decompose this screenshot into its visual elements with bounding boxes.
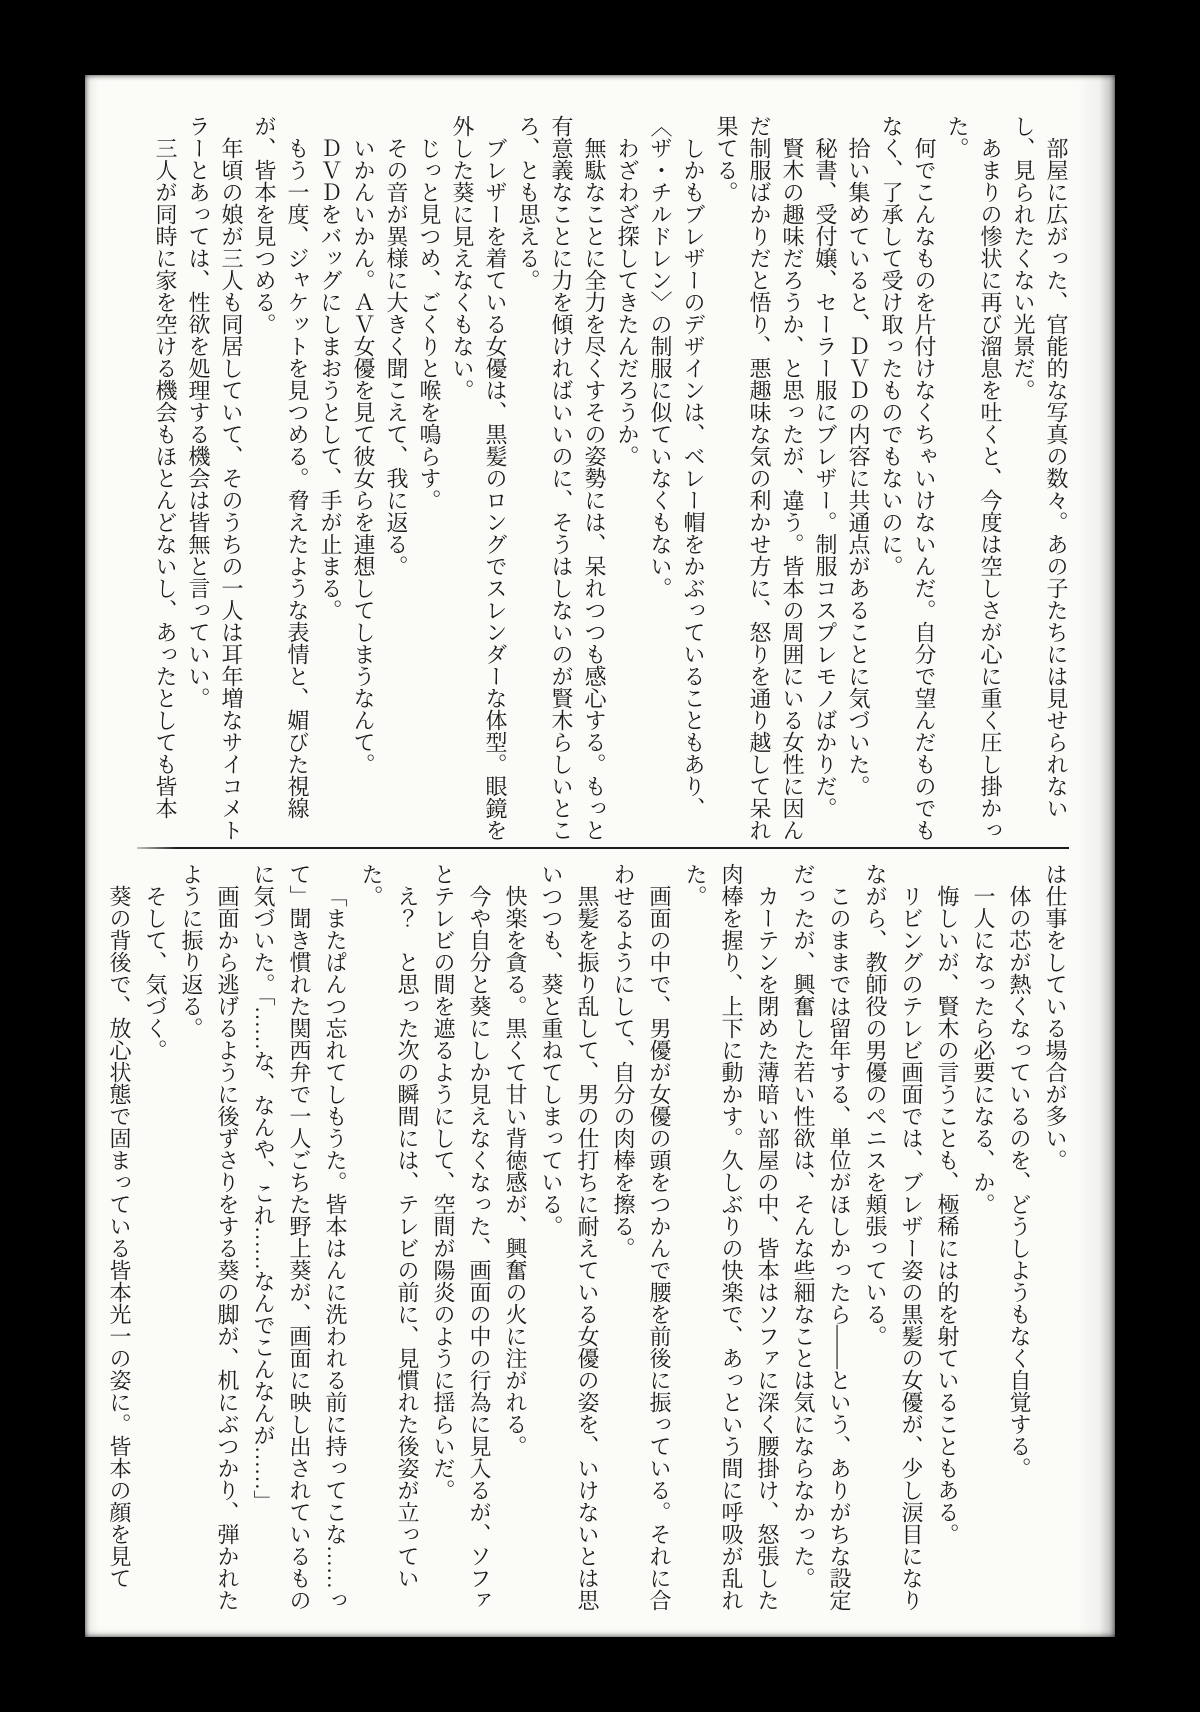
paragraph: じっと見つめ、ごくりと喉を鳴らす。: [417, 137, 442, 511]
paragraph: 無駄なことに全力を尽くすその姿勢には、呆れつつも感心する。もっと有意義なことに力を傾ければいいのに、そうはしないのが賢木らしいところ、とも思える。: [516, 115, 607, 841]
paragraph: このままでは留年する、単位がほしかったら――という、ありがちな設定だったが、興奮した若い性欲は、そんな些細なことは気にならなかった。: [791, 863, 852, 1611]
paragraph: 快楽を貪る。黒くて甘い背徳感が、興奮の火に注がれる。: [503, 885, 528, 1457]
paragraph: 悔しいが、賢木の言うことも、極稀には的を射ていることもある。: [935, 885, 960, 1545]
paragraph: 部屋に広がった、官能的な写真の数々。あの子たちには見せられないし、見られたくない光景だ。: [1011, 115, 1069, 819]
paragraph: いかんいかん。ＡＶ女優を見て彼女らを連想してしまうなんて。: [351, 137, 376, 775]
paragraph: リビングのテレビ画面では、ブレザー姿の黒髪の女優が、少し涙目になりながら、教師役の男優のペニスを頬張っている。: [863, 863, 924, 1611]
paragraph: 葵の背後で、放心状態で固まっている皆本光一の姿に。皆本の顔を見て: [107, 885, 132, 1589]
paragraph: ブレザーを着ている女優は、黒髪のロングでスレンダーな体型。眼鏡を外した葵に見えなくもない。: [450, 115, 508, 841]
paragraph: 年頃の娘が三人も同居していて、そのうちの一人は耳年増なサイコメトラーとあっては、性欲を処理する機会は皆無と言っていい。: [186, 115, 244, 841]
paragraph: 秘書、受付嬢、セーラー服にブレザー。制服コスプレモノばかりだ。: [813, 137, 838, 819]
paragraph: 賢木の趣味だろうか、と思ったが、違う。皆本の周囲にいる女性に因んだ制服ばかりだと悟り、悪趣味な気の利かせ方に、怒りを通り越して呆れ果てる。: [714, 115, 805, 841]
paragraph: あまりの惨状に再び溜息を吐くと、今度は空しさが心に重く圧し掛かった。: [945, 115, 1003, 841]
paragraph: 拾い集めていると、ＤＶＤの内容に共通点があることに気づいた。: [846, 137, 871, 797]
paragraph: 黒髪を振り乱して、男の仕打ちに耐えている女優の姿を、いけないとは思いつつも、葵と重ねてしまっている。: [539, 863, 600, 1611]
section-divider: [137, 847, 1069, 849]
paragraph: 体の芯が熱くなっているのを、どうしようもなく自覚する。: [1007, 885, 1032, 1479]
paragraph: そして、気づく。: [143, 885, 168, 1061]
paragraph: 「またぱんつ忘れてしもうた。皆本はんに洗われる前に持ってこな……って」聞き慣れた関西弁で一人ごちた野上葵が、画面に映し出されているものに気づいた。「……な、なんや、これ……なんでこんなんが……」: [251, 863, 348, 1611]
paragraph: もう一度、ジャケットを見つめる。脅えたような表情と、媚びた視線が、皆本を見つめる。: [252, 115, 310, 819]
paragraph: は仕事をしている場合が多い。: [1043, 863, 1068, 1171]
paragraph: 画面の中で、男優が女優の頭をつかんで腰を前後に振っている。それに合わせるようにして、自分の肉棒を擦る。: [611, 863, 672, 1611]
paragraph: わざわざ探してきたんだろうか。: [615, 137, 640, 467]
paragraph: 今や自分と葵にしか見えなくなった、画面の中の行為に見入るが、ソファとテレビの間を遮るようにして、空間が陽炎のように揺らいだ。: [431, 863, 492, 1611]
paragraph: しかもブレザーのデザインは、ベレー帽をかぶっていることもあり、〈ザ・チルドレン〉の制服に似ていなくもない。: [648, 115, 706, 819]
text-block-bottom: [107, 863, 1073, 1627]
book-page: [85, 75, 1115, 1637]
paragraph: 画面から逃げるように後ずさりをする葵の脚が、机にぶつかり、弾かれたように振り返る。: [179, 863, 240, 1611]
text-block-top: [133, 115, 1073, 847]
paragraph: 一人になったら必要になる、か。: [971, 885, 996, 1215]
paragraph: その音が異様に大きく聞こえて、我に返る。: [384, 137, 409, 577]
paragraph: 何でこんなものを片付けなくちゃいけないんだ。自分で望んだものでもなく、了承して受け取ったものでもないのに。: [879, 115, 937, 841]
paragraph: 三人が同時に家を空ける機会もほとんどないし、あったとしても皆本: [153, 137, 178, 819]
paragraph: カーテンを閉めた薄暗い部屋の中、皆本はソファに深く腰掛け、怒張した肉棒を握り、上下に動かす。久しぶりの快楽で、あっという間に呼吸が乱れた。: [683, 863, 780, 1611]
paragraph: ＤＶＤをバッグにしまおうとして、手が止まる。: [318, 137, 343, 621]
paragraph: え？ と思った次の瞬間には、テレビの前に、見慣れた後姿が立っていた。: [359, 863, 420, 1589]
